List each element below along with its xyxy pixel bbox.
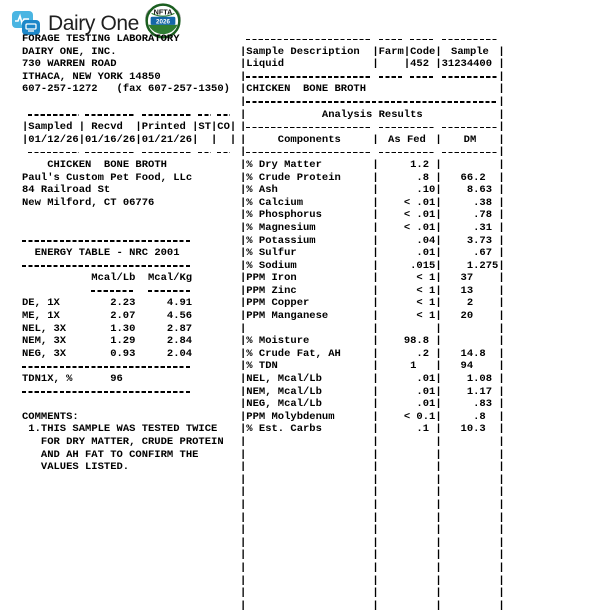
as-fed-value-cell: .01	[378, 385, 436, 398]
dates-table-top-border	[22, 109, 236, 122]
energy-row-label: DE, 1X	[22, 297, 60, 310]
dm-value-cell: .8	[441, 410, 499, 423]
energy-table-title: ENERGY TABLE - NRC 2001	[34, 247, 180, 260]
as-fed-value-cell: .04	[378, 234, 436, 247]
analysis-row	[240, 184, 505, 197]
dates-table	[22, 109, 236, 159]
energy-mcal-kg-value: 4.56	[166, 310, 193, 323]
analysis-empty-row	[240, 575, 505, 588]
analysis-empty-rows	[240, 436, 505, 612]
analysis-results-title-row	[240, 109, 505, 122]
tdn-value: 96	[110, 373, 123, 386]
analysis-empty-row	[240, 587, 505, 600]
dm-value-cell: .78	[441, 209, 499, 222]
analysis-empty-row	[240, 486, 505, 499]
recvd-date: 01/16/26	[85, 133, 136, 146]
lab-address-line: ITHACA, NEW YORK 14850	[22, 70, 161, 83]
dm-value-cell: 1.17	[441, 385, 499, 398]
sample-name: CHICKEN BONE BROTH	[47, 158, 167, 171]
as-fed-value-cell: .01	[378, 247, 436, 260]
as-fed-value-cell: .01	[378, 373, 436, 386]
as-fed-value-cell: < 1	[378, 272, 436, 285]
energy-table-row	[22, 348, 236, 361]
dm-value-cell: 37	[441, 272, 499, 285]
dm-value-cell: 10.3	[441, 423, 499, 436]
full-divider	[240, 96, 505, 109]
analysis-divider	[240, 121, 505, 134]
analysis-empty-row	[240, 449, 505, 462]
component-name-cell: % Calcium	[246, 196, 304, 209]
analysis-empty-row	[240, 461, 505, 474]
component-name-cell: NEM, Mcal/Lb	[246, 385, 322, 398]
analysis-empty-row	[240, 524, 505, 537]
lab-address-line: 730 WARREN ROAD	[22, 58, 117, 71]
analysis-results-title: Analysis Results	[321, 108, 423, 121]
component-name-cell: PPM Molybdenum	[246, 410, 335, 423]
analysis-row	[240, 323, 505, 336]
dm-value-cell: 94	[441, 360, 499, 373]
comment-text-line: VALUES LISTED.	[40, 461, 130, 474]
comment-text-line: AND AH FAT TO CONFIRM THE	[40, 448, 199, 461]
lab-address-line: 607-257-1272 (fax 607-257-1350)	[22, 83, 230, 96]
analysis-row	[240, 222, 505, 235]
printed-column-header: Printed	[141, 121, 186, 134]
co-column-header: CO	[217, 121, 230, 134]
dm-value-cell	[442, 323, 499, 336]
dm-column-header: DM	[463, 133, 477, 146]
as-fed-value-cell: < 1	[378, 310, 436, 323]
analysis-row	[240, 386, 505, 399]
analysis-empty-row	[240, 474, 505, 487]
dates-table-value-row	[22, 134, 236, 147]
as-fed-value-cell: .2	[378, 347, 436, 360]
analysis-empty-row	[240, 600, 505, 613]
analysis-row	[240, 373, 505, 386]
customer-address-line: Paul's Custom Pet Food, LLc	[22, 171, 193, 184]
analysis-empty-row	[240, 562, 505, 575]
st-column-header: ST	[198, 121, 211, 134]
component-name-cell: % Magnesium	[246, 221, 316, 234]
code-column-header: Code	[410, 45, 436, 58]
as-fed-value-cell: .8	[378, 171, 436, 184]
energy-table	[22, 235, 236, 399]
dm-value-cell: 3.73	[441, 234, 499, 247]
recvd-column-header: Recvd	[91, 121, 123, 134]
lab-address-line: FORAGE TESTING LABORATORY	[22, 33, 180, 45]
left-column	[22, 33, 236, 474]
energy-mcal-lb-value: 2.23	[110, 297, 136, 310]
analysis-row	[240, 310, 505, 323]
analysis-row	[240, 172, 505, 185]
seal-year-text: 2026	[155, 18, 170, 26]
component-name-cell: % Sodium	[246, 259, 297, 272]
energy-mcal-lb-value: 1.29	[110, 335, 136, 348]
sample-description-label: Sample Description	[246, 45, 360, 58]
component-name-cell: NEL, Mcal/Lb	[246, 373, 322, 386]
dm-value-cell: 2	[441, 297, 499, 310]
analysis-row	[240, 247, 505, 260]
dm-value-cell: .83	[441, 398, 499, 411]
analysis-row	[240, 272, 505, 285]
sample-box-top-border	[240, 33, 505, 46]
energy-row-label: ME, 1X	[22, 310, 60, 323]
component-name-cell: % Phosphorus	[246, 209, 322, 222]
energy-row-label: NEG, 3X	[22, 347, 67, 360]
component-name-cell: % Crude Protein	[246, 171, 341, 184]
printed-date: 01/21/26	[141, 133, 193, 146]
component-name-cell: % Potassium	[246, 234, 316, 247]
energy-table-header-row	[22, 272, 236, 285]
sampled-date: 01/12/26	[28, 133, 79, 146]
energy-mcal-kg-value: 2.87	[166, 322, 193, 335]
energy-mcal-lb-value: 0.93	[110, 347, 136, 360]
analysis-row	[240, 423, 505, 436]
as-fed-value-cell: 1	[378, 360, 436, 373]
analysis-empty-row	[240, 512, 505, 525]
dates-table-header-row	[22, 121, 236, 134]
sample-column-header: Sample	[451, 45, 489, 58]
product-name-row	[240, 83, 505, 96]
dm-value-cell: .31	[441, 221, 499, 234]
dm-value-cell: .67	[441, 247, 499, 260]
analysis-row	[240, 411, 505, 424]
as-fed-value-cell	[379, 323, 436, 336]
analysis-row	[240, 297, 505, 310]
component-name-cell: PPM Iron	[246, 272, 297, 285]
dm-value-cell: .38	[441, 196, 499, 209]
as-fed-value-cell: .01	[378, 398, 436, 411]
product-name: CHICKEN BONE BROTH	[246, 83, 367, 96]
dm-value-cell: 13	[441, 284, 499, 297]
component-name-cell: % Ash	[246, 184, 278, 197]
sample-box-value-row	[240, 58, 505, 71]
as-fed-value-cell: .015	[378, 259, 436, 272]
energy-mcal-lb-value: 2.07	[110, 310, 136, 323]
dm-value-cell: 14.8	[441, 347, 499, 360]
analysis-empty-row	[240, 499, 505, 512]
energy-table-row	[22, 310, 236, 323]
farm-column-header: Farm	[378, 45, 404, 58]
analysis-row	[240, 159, 505, 172]
component-name-cell: % Sulfur	[246, 247, 297, 260]
component-name-cell: % Crude Fat, AH	[246, 347, 341, 360]
as-fed-value-cell: < .01	[378, 221, 436, 234]
analysis-row	[240, 260, 505, 273]
energy-mcal-kg-value: 4.91	[166, 297, 193, 310]
analysis-panel	[240, 33, 505, 612]
comments-heading: COMMENTS:	[22, 410, 79, 423]
lab-address-line: DAIRY ONE, INC.	[22, 45, 117, 58]
analysis-empty-row	[240, 537, 505, 550]
lab-address-block	[22, 33, 236, 96]
comment-text-line: THIS SAMPLE WAS TESTED TWICE	[40, 423, 218, 436]
comment-item-number: 1.	[28, 423, 41, 436]
energy-row-label: NEM, 3X	[22, 335, 67, 348]
sample-description-value: Liquid	[246, 58, 285, 71]
energy-table-footer-row	[22, 373, 236, 386]
analysis-row	[240, 197, 505, 210]
sampled-column-header: Sampled	[28, 121, 73, 134]
energy-table-row	[22, 323, 236, 336]
analysis-row	[240, 235, 505, 248]
dm-value-cell	[442, 335, 499, 348]
component-name-cell: % Dry Matter	[246, 158, 322, 171]
as-fed-value-cell: 98.8	[378, 335, 436, 348]
component-name-cell: PPM Zinc	[246, 284, 297, 297]
component-name-cell: % Moisture	[246, 335, 310, 348]
energy-mcal-kg-value: 2.04	[166, 347, 193, 360]
comments-block	[22, 411, 236, 474]
analysis-empty-row	[240, 436, 505, 449]
dm-value-cell	[442, 159, 499, 172]
component-name-cell: % Est. Carbs	[246, 423, 322, 436]
sample-box-divider	[240, 71, 505, 84]
customer-address-line: 84 Railroad St	[22, 184, 111, 197]
mcal-kg-column-header: Mcal/Kg	[148, 272, 193, 285]
sample-box-header-row	[240, 46, 505, 59]
dm-value-cell: 20	[441, 310, 499, 323]
as-fed-value-cell: < 1	[378, 284, 436, 297]
as-fed-value-cell: .1	[378, 423, 436, 436]
as-fed-value-cell: < 1	[378, 297, 436, 310]
as-fed-value-cell: .10	[378, 184, 436, 197]
customer-address-line: New Milford, CT 06776	[22, 196, 155, 209]
energy-table-header-underline	[22, 285, 236, 298]
tdn-label: TDN1X, %	[22, 373, 73, 386]
analysis-row	[240, 348, 505, 361]
components-column-header: Components	[277, 133, 341, 146]
energy-row-label: NEL, 3X	[22, 322, 67, 335]
brand-name: Dairy One	[48, 11, 139, 35]
seal-org-text: NFTA	[153, 7, 173, 17]
analysis-header-row	[240, 134, 505, 147]
energy-table-row	[22, 297, 236, 310]
mcal-lb-column-header: Mcal/Lb	[91, 272, 136, 285]
dm-value-cell: 8.63	[441, 184, 499, 197]
dm-value-cell: 1.08	[441, 373, 499, 386]
analysis-row	[240, 398, 505, 411]
comment-item-line	[22, 423, 236, 436]
analysis-rows	[240, 159, 505, 436]
component-name-cell: NEG, Mcal/Lb	[246, 398, 322, 411]
dm-value-cell: 1.275	[441, 259, 499, 272]
analysis-empty-row	[240, 549, 505, 562]
analysis-row	[240, 360, 505, 373]
code-value: 452	[410, 58, 430, 71]
as-fed-value-cell: < .01	[378, 209, 436, 222]
component-name-cell: % TDN	[246, 360, 278, 373]
component-name-cell: PPM Manganese	[246, 310, 329, 323]
comment-text-line: FOR DRY MATTER, CRUDE PROTEIN	[40, 436, 224, 448]
as-fed-value-cell: < .01	[378, 196, 436, 209]
dates-table-bottom-border	[22, 146, 236, 159]
analysis-row	[240, 209, 505, 222]
analysis-row	[240, 335, 505, 348]
as-fed-value-cell: 1.2	[378, 158, 436, 171]
as-fed-column-header: As Fed	[388, 133, 426, 146]
analysis-divider	[240, 146, 505, 159]
analysis-row	[240, 285, 505, 298]
energy-mcal-kg-value: 2.84	[166, 335, 193, 348]
energy-mcal-lb-value: 1.30	[110, 322, 136, 335]
dm-value-cell: 66.2	[441, 171, 499, 184]
component-name-cell: PPM Copper	[246, 297, 310, 310]
sample-number: 31234400	[441, 58, 493, 71]
as-fed-value-cell: < 0.1	[378, 410, 436, 423]
customer-block	[22, 159, 236, 209]
energy-table-row	[22, 335, 236, 348]
